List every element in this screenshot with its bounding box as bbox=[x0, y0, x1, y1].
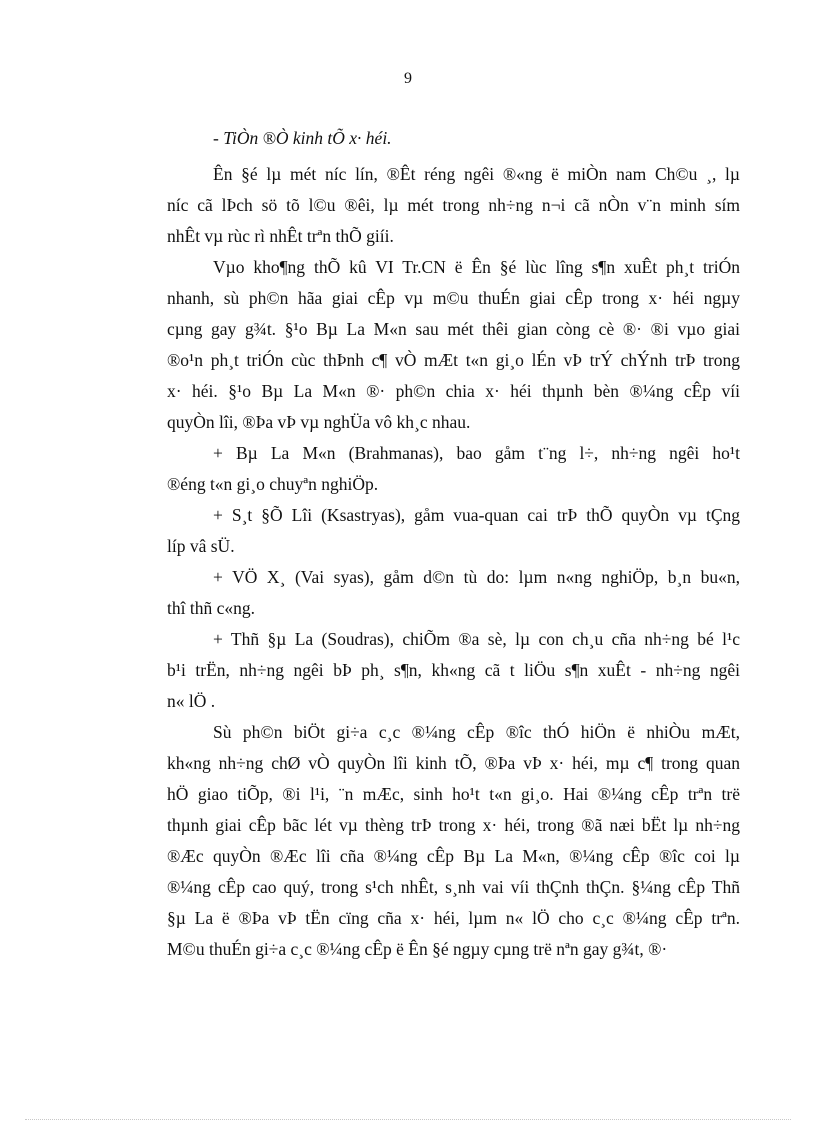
paragraph bbox=[167, 717, 740, 965]
text-line: §µ La ë ®Þa vÞ tËn cïng cña x· héi, lµm n« lÖ cho c¸c ®¼ng cÊp trªn. bbox=[167, 908, 740, 928]
text-line: M©u thuÉn gi÷a c¸c ®¼ng cÊp ë Ên §é ngµy cµng trë nªn gay g¾t, ®· bbox=[167, 939, 668, 959]
text-line: níc cã lÞch sö tõ l©u ®êi, lµ mét trong nh÷ng n¬i cã nÒn v¨n minh sím bbox=[167, 195, 740, 215]
text-line: líp vâ sÜ. bbox=[167, 536, 235, 556]
section-heading: - TiÒn ®Ò kinh tÕ x· héi. bbox=[213, 128, 392, 148]
page-body bbox=[167, 128, 740, 965]
text-line: ®o¹n ph¸t triÓn cùc thÞnh c¶ vÒ mÆt t«n gi¸o lÉn vÞ trÝ chÝnh trÞ trong bbox=[167, 350, 740, 370]
paragraph bbox=[167, 252, 740, 438]
text-line: nhÊt vµ rùc rì nhÊt trªn thÕ giíi. bbox=[167, 226, 394, 246]
text-line: x· héi. §¹o Bµ La M«n ®· ph©n chia x· héi thµnh bèn ®¼ng cÊp víi bbox=[167, 381, 740, 401]
paragraph bbox=[167, 562, 740, 624]
paragraph bbox=[167, 159, 740, 252]
text-line: n« lÖ . bbox=[167, 691, 216, 711]
text-line: + S¸t §Õ Lîi (Ksastryas), gåm vua-quan cai trÞ thÕ quyÒn vµ tÇng bbox=[213, 505, 740, 525]
text-line: nhanh, sù ph©n hãa giai cÊp vµ m©u thuÉn giai cÊp trong x· héi ngµy bbox=[167, 288, 740, 308]
text-line: thî thñ c«ng. bbox=[167, 598, 255, 618]
text-line: Ên §é lµ mét níc lín, ®Êt réng ngêi ®«ng ë miÒn nam Ch©u ¸, lµ bbox=[213, 164, 740, 184]
text-line: kh«ng nh÷ng chØ vÒ quyÒn lîi kinh tÕ, ®Þa vÞ x· héi, mµ c¶ trong quan bbox=[167, 753, 740, 773]
paragraph bbox=[167, 624, 740, 717]
text-line: Vµo kho¶ng thÕ kû VI Tr.CN ë Ên §é lùc lîng s¶n xuÊt ph¸t triÓn bbox=[213, 257, 740, 277]
page-number: 9 bbox=[404, 70, 412, 87]
text-line: quyÒn lîi, ®Þa vÞ vµ nghÜa vô kh¸c nhau. bbox=[167, 412, 471, 432]
text-line: b¹i trËn, nh÷ng ngêi bÞ ph¸ s¶n, kh«ng cã t liÖu s¶n xuÊt - nh÷ng ngêi bbox=[167, 660, 740, 680]
text-line: ®Æc quyÒn ®Æc lîi cña ®¼ng cÊp Bµ La M«n, ®¼ng cÊp ®îc coi lµ bbox=[167, 846, 740, 866]
text-line: cµng gay g¾t. §¹o Bµ La M«n sau mét thêi gian còng cè ®· ®i vµo giai bbox=[167, 319, 740, 339]
text-line: hÖ giao tiÕp, ®i l¹i, ¨n mÆc, sinh ho¹t t«n gi¸o. Hai ®¼ng cÊp trªn trë bbox=[167, 784, 740, 804]
text-line: + Thñ §µ La (Soudras), chiÕm ®a sè, lµ con ch¸u cña nh÷ng bé l¹c bbox=[213, 629, 740, 649]
text-line: Sù ph©n biÖt gi÷a c¸c ®¼ng cÊp ®îc thÓ hiÖn ë nhiÒu mÆt, bbox=[213, 722, 740, 742]
text-line: thµnh giai cÊp bãc lét vµ thèng trÞ trong x· héi, trong ®ã næi bËt lµ nh÷ng bbox=[167, 815, 740, 835]
paragraph bbox=[167, 438, 740, 500]
paragraph-list bbox=[167, 159, 740, 965]
text-line: ®¼ng cÊp cao quý, trong s¹ch nhÊt, s¸nh vai víi thÇnh thÇn. §¼ng cÊp Thñ bbox=[167, 877, 740, 897]
page-bottom-divider bbox=[25, 1119, 791, 1120]
text-line: + Bµ La M«n (Brahmanas), bao gåm t¨ng l÷, nh÷ng ngêi ho¹t bbox=[213, 443, 740, 463]
text-line: + VÖ X¸ (Vai syas), gåm d©n tù do: lµm n«ng nghiÖp, b¸n bu«n, bbox=[213, 567, 740, 587]
paragraph bbox=[167, 500, 740, 562]
text-line: ®éng t«n gi¸o chuyªn nghiÖp. bbox=[167, 474, 379, 494]
